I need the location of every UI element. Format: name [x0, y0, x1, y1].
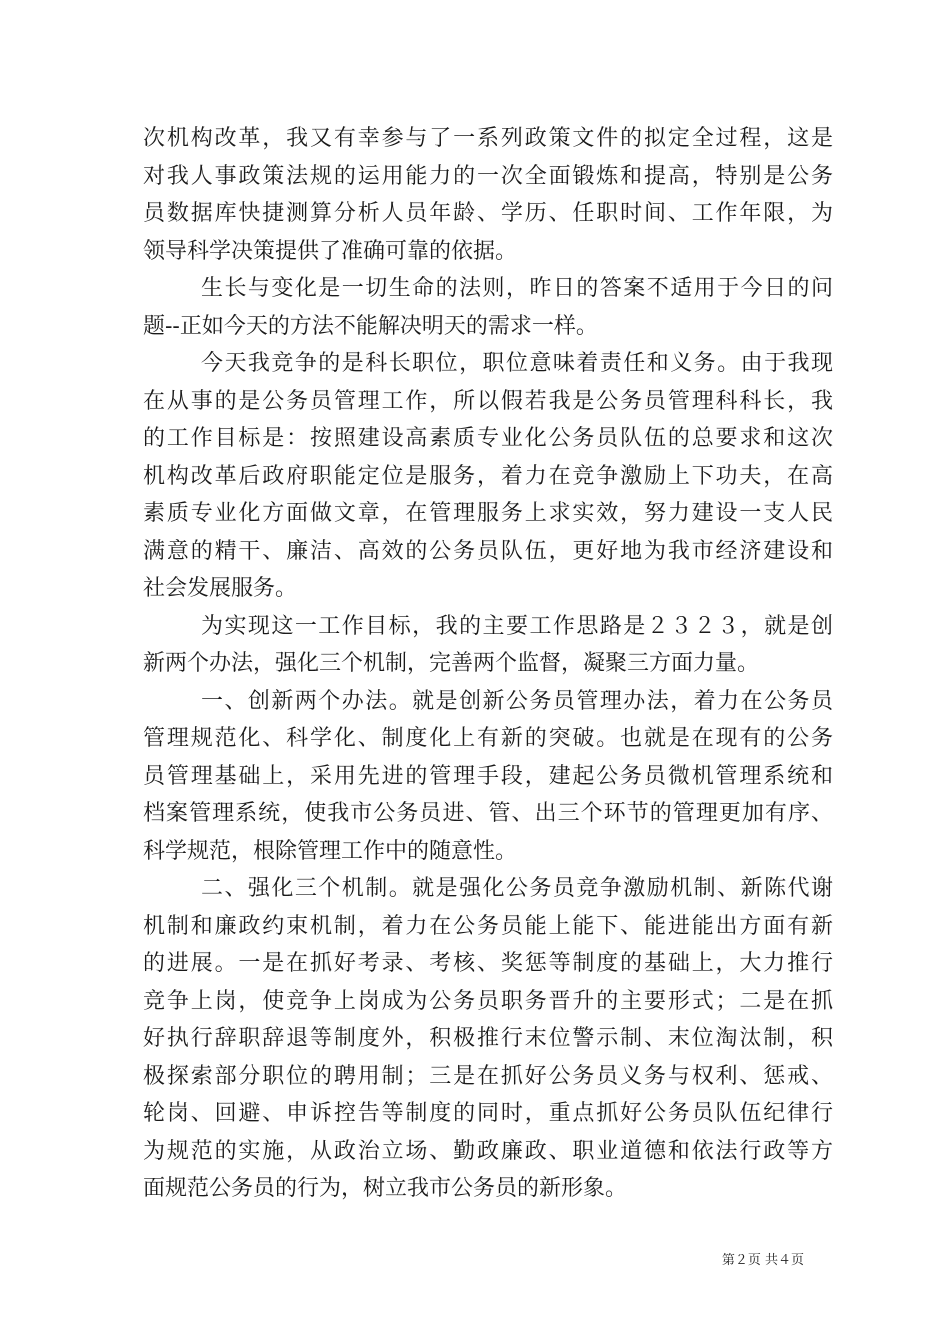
text-line: 机构改革后政府职能定位是服务，着力在竞争激励上下功夫，在高 — [143, 463, 833, 489]
text-line: 社会发展服务。 — [143, 576, 298, 601]
text-line: 的进展。一是在抓好考录、考核、奖惩等制度的基础上，大力推行 — [143, 951, 833, 976]
text-line: 次机构改革，我又有幸参与了一系列政策文件的拟定全过程，这是 — [143, 126, 833, 151]
document-body — [143, 120, 833, 1208]
text-line: 在从事的是公务员管理工作，所以假若我是公务员管理科科长，我 — [143, 388, 833, 414]
text-line: 竞争上岗，使竞争上岗成为公务员职务晋升的主要形式；二是在抓 — [143, 988, 833, 1014]
text-line: 管理规范化、科学化、制度化上有新的突破。也就是在现有的公务 — [143, 726, 833, 751]
text-line: 面规范公务员的行为，树立我市公务员的新形象。 — [143, 1176, 628, 1201]
text-line: 对我人事政策法规的运用能力的一次全面锻炼和提高，特别是公务 — [143, 163, 833, 189]
paragraph-start-line: 今天我竞争的是科长职位，职位意味着责任和义务。由于我现 — [201, 351, 833, 376]
text-line: 机制和廉政约束机制，着力在公务员能上能下、能进能出方面有新 — [143, 913, 833, 939]
text-line: 素质专业化方面做文章，在管理服务上求实效，努力建设一支人民 — [143, 501, 833, 526]
page-number: 第２页 共４页 — [721, 1253, 804, 1268]
text-line: 为规范的实施，从政治立场、勤政廉政、职业道德和依法行政等方 — [143, 1138, 833, 1164]
text-line: 档案管理系统，使我市公务员进、管、出三个环节的管理更加有序、 — [143, 801, 833, 826]
paragraph-start-line: 一、创新两个办法。就是创新公务员管理办法，着力在公务员 — [201, 688, 833, 714]
paragraph-start-line: 为实现这一工作目标，我的主要工作思路是２３２３，就是创 — [201, 613, 833, 639]
text-line: 领导科学决策提供了准确可靠的依据。 — [143, 238, 518, 264]
text-line: 满意的精干、廉洁、高效的公务员队伍，更好地为我市经济建设和 — [143, 538, 833, 564]
text-line: 轮岗、回避、申诉控告等制度的同时，重点抓好公务员队伍纪律行 — [143, 1101, 833, 1126]
paragraph-start-line: 生长与变化是一切生命的法则，昨日的答案不适用于今日的问 — [201, 276, 833, 301]
paragraph-start-line: 二、强化三个机制。就是强化公务员竞争激励机制、新陈代谢 — [201, 876, 833, 901]
text-line: 极探索部分职位的聘用制；三是在抓好公务员义务与权利、惩戒、 — [143, 1063, 833, 1089]
text-line: 好执行辞职辞退等制度外，积极推行末位警示制、末位淘汰制，积 — [143, 1026, 833, 1051]
text-line: 员管理基础上，采用先进的管理手段，建起公务员微机管理系统和 — [143, 763, 833, 789]
text-line: 题--正如今天的方法不能解决明天的需求一样。 — [143, 313, 598, 339]
text-line: 科学规范，根除管理工作中的随意性。 — [143, 838, 518, 864]
text-line: 的工作目标是：按照建设高素质专业化公务员队伍的总要求和这次 — [143, 426, 833, 451]
text-line: 新两个办法，强化三个机制，完善两个监督，凝聚三方面力量。 — [143, 651, 760, 676]
text-line: 员数据库快捷测算分析人员年龄、学历、任职时间、工作年限，为 — [143, 201, 833, 226]
